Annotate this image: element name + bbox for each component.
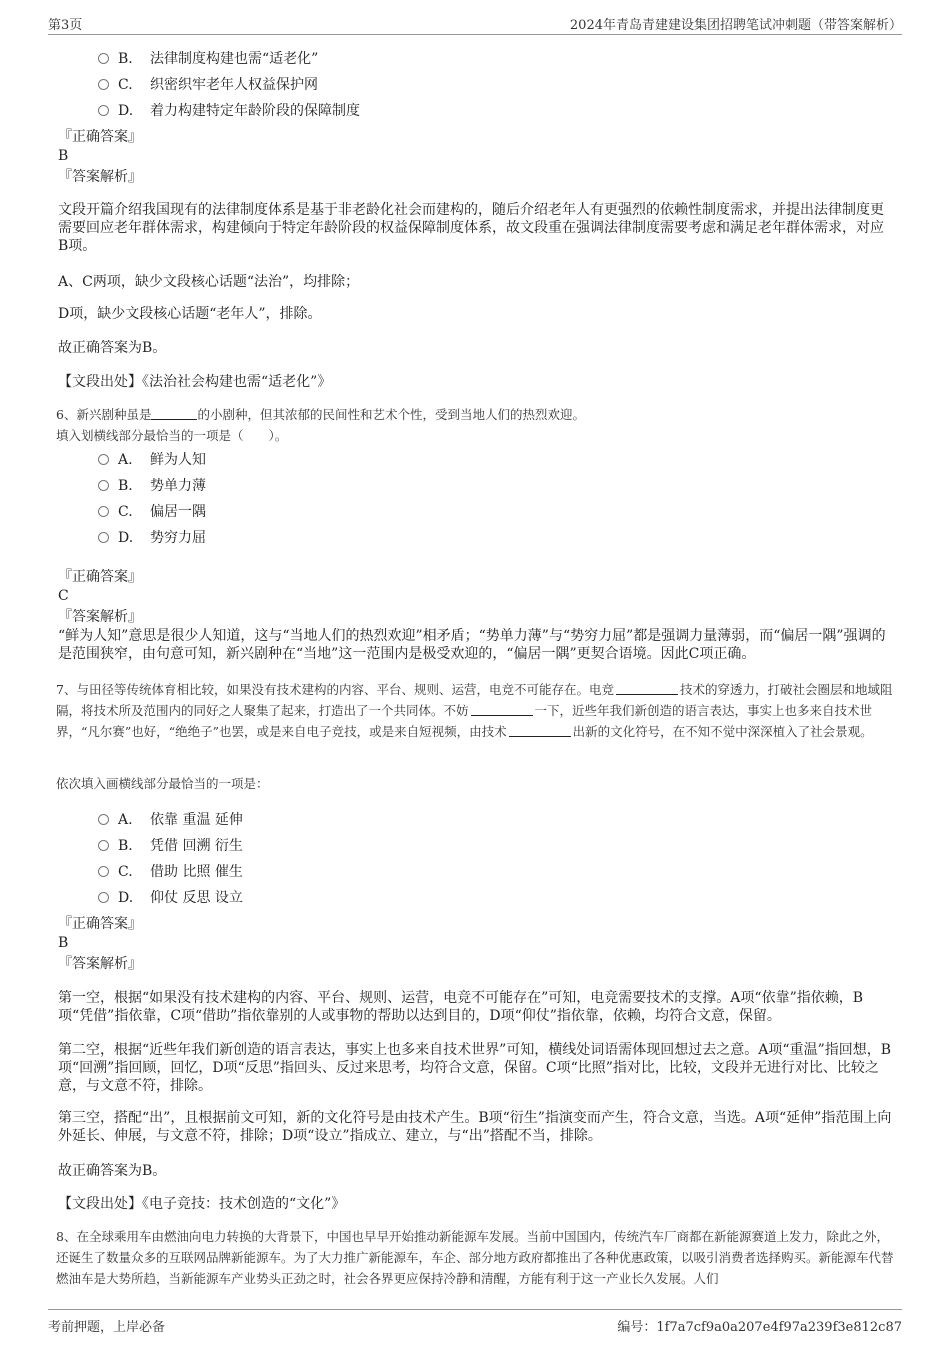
q6-answer: C — [58, 588, 69, 604]
page-header — [48, 14, 902, 35]
page-number: 第3页 — [48, 18, 83, 33]
radio-icon[interactable] — [98, 814, 109, 825]
q7-answer: B — [58, 935, 69, 951]
blank-line — [471, 703, 533, 716]
q6-analysis: “鲜为人知”意思是很少人知道，这与“当地人们的热烈欢迎”相矛盾；“势单力薄”与“势穷力屈”都是强调力量薄弱，而“偏居一隅”强调的是范围狭窄，由句意可知，新兴剧种在“当地”这一范围内是极受欢迎的，“偏居一隅”更契合语境。因此C项正确。 — [58, 628, 886, 662]
q7-analysis-heading: 『答案解析』 — [58, 956, 142, 972]
q5-analysis-heading: 『答案解析』 — [58, 169, 142, 185]
q7-option-d[interactable]: D. 仰仗 反思 设立 — [98, 887, 243, 907]
q6-option-d[interactable]: D. 势穷力屈 — [98, 527, 206, 547]
q7-stem: 7、与田径等传统体育相比较，如果没有技术建构的内容、平台、规则、运营，电竞不可能存在。电竞 技术的穿透力，打破社会圈层和地域阻隔，将技术所及范围内的同好之人聚集了起来，打造出了一个共同体。不妨 一下，近些年我们新创造的语言表达，事实上也多来自技术世界，“凡尔赛”也好，“绝绝子”也罢，或是来自电子竞技，或是来自短视频，由技术 出新的文化符号，在不知不觉中深深植入了社会景观。 — [56, 682, 893, 739]
radio-icon[interactable] — [98, 866, 109, 877]
q5-option-d[interactable]: D. 着力构建特定年龄阶段的保障制度 — [98, 100, 360, 120]
q7-source: 【文段出处】《电子竞技：技术创造的“文化”》 — [58, 1196, 346, 1212]
q5-analysis-p1: 文段开篇介绍我国现有的法律制度体系是基于非老龄化社会而建构的，随后介绍老年人有更强烈的依赖性制度需求，并提出法律制度更需要回应老年群体需求，构建倾向于特定年龄阶段的权益保障制度体系，故文段重在强调法律制度需要考虑和满足老年群体需求，对应B项。 — [58, 202, 884, 254]
radio-icon[interactable] — [98, 79, 109, 90]
radio-icon[interactable] — [98, 454, 109, 465]
q5-option-c[interactable]: C. 织密织牢老年人权益保护网 — [98, 74, 318, 94]
q7-answer-heading: 『正确答案』 — [58, 916, 142, 932]
q7-prompt: 依次填入画横线部分最恰当的一项是： — [56, 776, 269, 791]
q5-analysis-p3: D项，缺少文段核心话题“老年人”，排除。 — [58, 306, 322, 322]
q6-stem: 6、新兴剧种虽是 的小剧种，但其浓郁的民间性和艺术个性，受到当地人们的热烈欢迎。 — [56, 407, 585, 422]
q6-analysis-heading: 『答案解析』 — [58, 609, 142, 625]
q8-stem: 8、在全球乘用车由燃油向电力转换的大背景下，中国也早早开始推动新能源车发展。当前中国国内，传统汽车厂商都在新能源赛道上发力，除此之外，还诞生了数量众多的互联网品牌新能源车。为了大力推广新能源车，车企、部分地方政府都推出了各种优惠政策，以吸引消费者选择购买。新能源车代替燃油车是大势所趋，当新能源车产业势头正劲之时，社会各界更应保持冷静和清醒，方能有利于这一产业长久发展。人们 — [56, 1229, 894, 1286]
q7-option-b[interactable]: B. 凭借 回溯 衍生 — [98, 835, 243, 855]
q6-prompt: 填入划横线部分最恰当的一项是（ ）。 — [56, 428, 288, 443]
radio-icon[interactable] — [98, 480, 109, 491]
q7-option-c[interactable]: C. 借助 比照 催生 — [98, 861, 243, 881]
footer-slogan: 考前押题，上岸必备 — [48, 1320, 166, 1335]
q7-option-a[interactable]: A. 依靠 重温 延伸 — [98, 809, 243, 829]
document-title: 2024年青岛青建建设集团招聘笔试冲刺题（带答案解析） — [569, 18, 902, 33]
q6-option-a[interactable]: A. 鲜为人知 — [98, 449, 206, 469]
page-footer — [48, 1309, 902, 1340]
document-code: 编号：1f7a7cf9a0a207e4f97a239f3e812c87 — [617, 1320, 902, 1335]
q5-analysis-p4: 故正确答案为B。 — [58, 340, 167, 356]
radio-icon[interactable] — [98, 892, 109, 903]
q5-analysis-p2: A、C两项，缺少文段核心话题“法治”，均排除； — [58, 274, 360, 290]
q5-source: 【文段出处】《法治社会构建也需“适老化”》 — [58, 374, 332, 390]
blank-line — [151, 407, 197, 420]
radio-icon[interactable] — [98, 506, 109, 517]
radio-icon[interactable] — [98, 105, 109, 116]
q6-option-b[interactable]: B. 势单力薄 — [98, 475, 206, 495]
q5-answer: B — [58, 148, 69, 164]
blank-line — [616, 682, 678, 695]
q7-analysis-p1: 第一空，根据“如果没有技术建构的内容、平台、规则、运营，电竞不可能存在”可知，电竞需要技术的支撑。A项“依靠”指依赖，B项“凭借”指依靠，C项“借助”指依靠别的人或事物的帮助以达到目的，D项“仰仗”指依靠，依赖，均符合文意，保留。 — [58, 990, 864, 1024]
q6-option-c[interactable]: C. 偏居一隅 — [98, 501, 206, 521]
radio-icon[interactable] — [98, 53, 109, 64]
blank-line — [509, 724, 571, 737]
radio-icon[interactable] — [98, 840, 109, 851]
q5-option-b[interactable]: B. 法律制度构建也需“适老化” — [98, 48, 318, 68]
q7-analysis-p2: 第二空，根据“近些年我们新创造的语言表达，事实上也多来自技术世界”可知，横线处词语需体现回想过去之意。A项“重温”指回想，B项“回溯”指回顾，回忆，D项“反思”指回头、反过来思考，均符合文意，保留。C项“比照”指对比，比较，文段并无进行对比、比较之意，与文意不符，排除。 — [58, 1042, 892, 1094]
q6-answer-heading: 『正确答案』 — [58, 569, 142, 585]
q7-analysis-p4: 故正确答案为B。 — [58, 1163, 167, 1179]
radio-icon[interactable] — [98, 532, 109, 543]
q5-answer-heading: 『正确答案』 — [58, 129, 142, 145]
q7-analysis-p3: 第三空，搭配“出”，且根据前文可知，新的文化符号是由技术产生。B项“衍生”指演变而产生，符合文意，当选。A项“延伸”指范围上向外延长、伸展，与文意不符，排除；D项“设立”指成立、建立，与“出”搭配不当，排除。 — [58, 1110, 892, 1144]
